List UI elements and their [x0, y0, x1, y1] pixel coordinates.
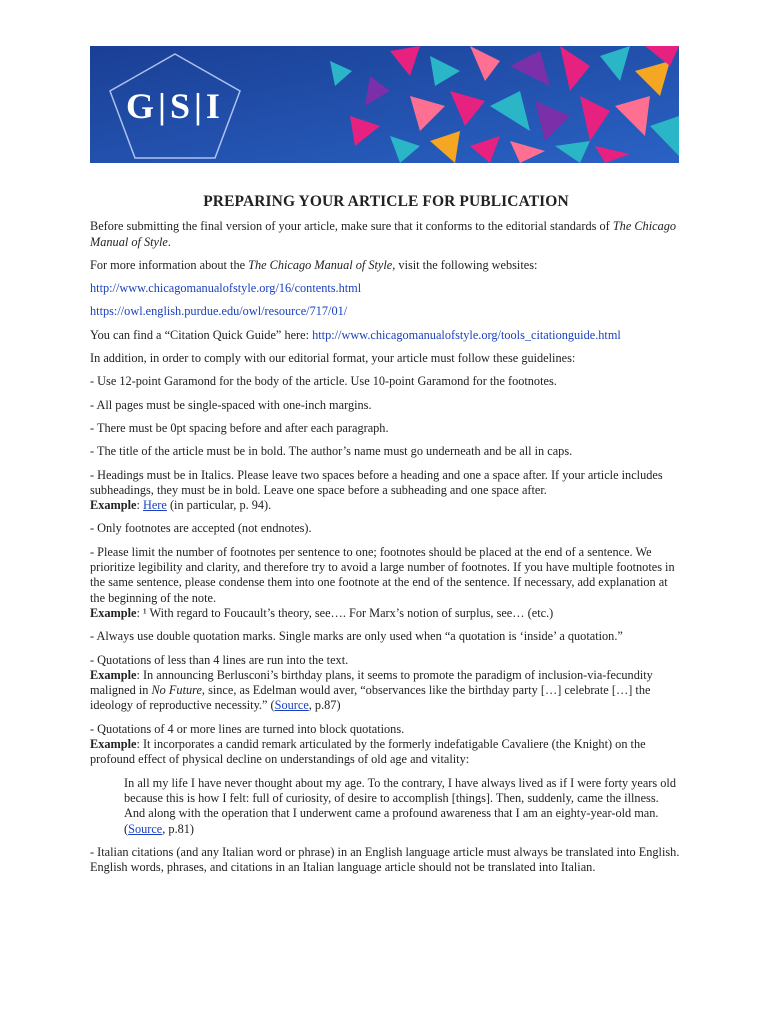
rule-headings-text: - Headings must be in Italics. Please leave two spaces before a heading and one a space after. If your article includes subheadings, they must be in bold. Leave one space before a subheading and one space after. — [90, 467, 663, 497]
gsi-logo: G|S|I — [126, 86, 224, 126]
banner-graphic — [90, 46, 679, 163]
addition-paragraph: In addition, in order to comply with our editorial format, your article must follow these guidelines: — [90, 351, 576, 366]
link-source[interactable]: Source — [274, 698, 309, 713]
document-body — [90, 194, 682, 883]
rule-short-quotations-text: - Quotations of less than 4 lines are run into the text. — [90, 652, 349, 667]
rule-footnote-limit — [90, 545, 682, 621]
example-text: : It incorporates a candid remark articulated by the formerly indefatigable Cavaliere (the Knight) on the profound effect of physical decline on understandings of old age and vitality: — [90, 737, 646, 767]
more-info-paragraph — [90, 258, 682, 273]
block-quote-text: In all my life I have never thought about my age. To the contrary, I have always lived as if I were forty years old because this is how I felt: full of curiosity, of desire to accomplish [things]. Then, suddenly, came the illness. And along with the operation that I underwent came a profound awareness that I am an eighty-year-old man. ( — [124, 775, 676, 836]
example-label: Example — [90, 667, 137, 682]
link-source[interactable]: Source — [128, 821, 163, 836]
example-label: Example — [90, 737, 137, 752]
block-quote-end: , p.81) — [162, 821, 195, 836]
rule-short-quotations — [90, 653, 682, 714]
link-chicago-contents[interactable]: http://www.chicagomanualofstyle.org/16/contents.html — [90, 281, 362, 296]
quick-guide-text: You can find a “Citation Quick Guide” here: — [90, 327, 313, 342]
more-info-end: , visit the following websites: — [392, 257, 538, 272]
example-label: Example — [90, 605, 137, 620]
more-info-text: For more information about the — [90, 257, 249, 272]
example-text-2: , since, as Edelman would aver, “observances like the birthday party […] celebrate […] the ideology of reproductive necessity.” ( — [90, 683, 651, 713]
intro-end: . — [167, 234, 171, 249]
example-label: Example — [90, 498, 137, 513]
example-sep: : — [136, 498, 143, 513]
intro-italic: The Chicago Manual of Style — [90, 219, 677, 249]
link-purdue-owl[interactable]: https://owl.english.purdue.edu/owl/resource/717/01/ — [90, 304, 348, 319]
quick-guide-paragraph — [90, 328, 682, 343]
rule-block-quotations-text: - Quotations of 4 or more lines are turned into block quotations. — [90, 721, 405, 736]
rule-block-quotations — [90, 722, 682, 768]
page-title: PREPARING YOUR ARTICLE FOR PUBLICATION — [203, 193, 569, 210]
example-italic: No Future — [151, 683, 202, 698]
example-text: : ¹ With regard to Foucault’s theory, see…. For Marx’s notion of surplus, see… (etc.) — [136, 605, 554, 620]
rule-footnote-limit-text: - Please limit the number of footnotes per sentence to one; footnotes should be placed at the end of a sentence. We prioritize legibility and clarity, and therefore try to avoid a large number of footnotes. If you have multiple footnotes in the same sentence, please condense them into one footnote at the end of the sentence. If necessary, add explanation at the beginning of the note. — [90, 544, 675, 605]
intro-paragraph — [90, 219, 682, 250]
rule-paragraph-spacing: - There must be 0pt spacing before and after each paragraph. — [90, 420, 389, 435]
rule-font: - Use 12-point Garamond for the body of the article. Use 10-point Garamond for the footnotes. — [90, 374, 557, 389]
rule-footnotes: - Only footnotes are accepted (not endnotes). — [90, 521, 312, 536]
rule-italian-citations: - Italian citations (and any Italian word or phrase) in an English language article must always be translated into English. English words, phrases, and citations in an Italian language article should not be translated into Italian. — [90, 844, 680, 875]
example-text: : In announcing Berlusconi’s birthday plans, it seems to promote the paradigm of inclusion-via-fecundity maligned in — [90, 667, 653, 698]
block-quote — [124, 776, 682, 837]
rule-quotation-marks: - Always use double quotation marks. Single marks are only used when “a quotation is ‘inside’ a quotation.” — [90, 629, 623, 644]
intro-text: Before submitting the final version of your article, make sure that it conforms to the editorial standards of — [90, 219, 613, 234]
example-end: , p.87) — [308, 698, 341, 713]
example-end: (in particular, p. 94). — [166, 498, 272, 513]
rule-spacing: - All pages must be single-spaced with one-inch margins. — [90, 397, 372, 412]
rule-title: - The title of the article must be in bold. The author’s name must go underneath and be all in caps. — [90, 444, 573, 459]
more-info-italic: The Chicago Manual of Style — [248, 257, 393, 272]
rule-headings — [90, 468, 682, 514]
header-banner — [90, 46, 679, 163]
link-here[interactable]: Here — [142, 498, 167, 513]
link-citation-guide[interactable]: http://www.chicagomanualofstyle.org/tools_citationguide.html — [312, 327, 621, 342]
